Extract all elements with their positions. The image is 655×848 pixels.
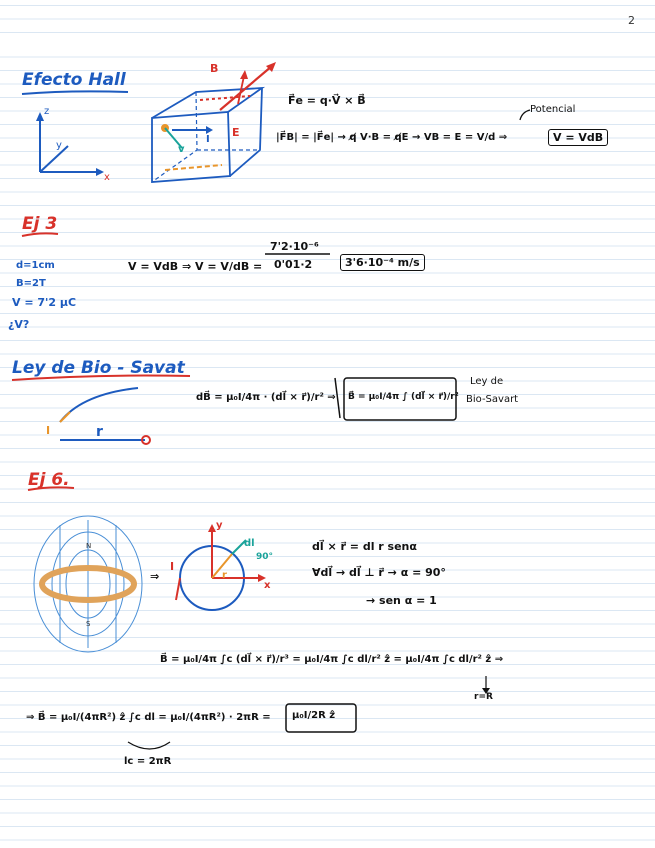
ej3-given-v: V = 7'2 μC — [12, 296, 77, 309]
b-field-arrow — [220, 66, 272, 110]
lc-brace — [128, 742, 170, 749]
section-title-ej6: Ej 6. — [28, 470, 70, 490]
efecto-hall-underline — [22, 91, 128, 94]
charge-line-bottom — [165, 165, 222, 170]
axis-label-z: z — [44, 106, 50, 117]
section-title-biot-savart: Ley de Bio - Savat — [12, 358, 185, 378]
ej3-question: ¿V? — [8, 318, 30, 331]
hall-boxed-result: V = VdB — [548, 129, 608, 146]
ej6-final-equation: ⇒ B⃗ = μ₀I/(4πR²) ẑ ∫c dl = μ₀I/(4πR²) · 2πR = — [26, 712, 271, 723]
biot-i-label: I — [46, 424, 51, 437]
circle-dl-label: dl — [244, 538, 255, 549]
ej3-answer: 3'6·10⁻⁴ m/s — [340, 254, 425, 271]
charge-line-top — [200, 96, 250, 100]
circle-r-label: r — [222, 570, 227, 581]
hall-eq1: F⃗e = q·V⃗ × B⃗ — [288, 94, 366, 107]
potencial-pointer — [520, 110, 530, 120]
ej6-r-equals-r: r=R — [474, 692, 493, 702]
ej6-main-equation: B⃗ = μ₀I/4π ∫c (dl⃗ × r⃗)/r³ = μ₀I/4π ∫c dl/r² ẑ = μ₀I/4π ∫c dl/r² ẑ ⇒ — [160, 654, 504, 665]
ej6-line2: ∀dl⃗ → dl⃗ ⊥ r⃗ → α = 90° — [312, 566, 446, 579]
circle-y-label: y — [216, 520, 223, 531]
ej6-line3: → sen α = 1 — [366, 594, 437, 607]
axis-label-x: x — [104, 172, 110, 183]
section-title-efecto-hall: Efecto Hall — [22, 70, 126, 90]
circle-x-label: x — [264, 580, 271, 591]
current-direction-arrow — [176, 578, 180, 600]
page-number: 2 — [628, 14, 635, 27]
dl-arrow — [60, 412, 70, 422]
magnetic-loop-figure — [34, 516, 142, 652]
ej6-lc: lc = 2πR — [124, 756, 172, 767]
section-title-ej3: Ej 3 — [22, 214, 58, 234]
ej3-denominator: 0'01·2 — [274, 258, 313, 271]
hall-eq2: |F⃗B| = |F⃗e| → q̸ V·B = q̸E → VB = E = V/d ⇒ — [276, 132, 508, 143]
wire-curve — [60, 388, 138, 422]
biot-r-label: r — [96, 424, 103, 440]
biot-boxed-law: B⃗ = μ₀I/4π ∫ (dl⃗ × r⃗)/r² — [348, 392, 459, 402]
ej3-numerator: 7'2·10⁻⁶ — [270, 240, 319, 253]
ej3-equation: V = VdB ⇒ V = V/dB = — [128, 260, 263, 273]
ej3-given-d: d=1cm — [16, 260, 55, 271]
biot-name-line2: Bio-Savart — [466, 394, 519, 405]
ej6-answer: μ₀I/2R ẑ — [292, 710, 336, 721]
v-label: v — [178, 144, 185, 155]
ej3-given-b: B=2T — [16, 278, 46, 289]
ej6-arrow: ⇒ — [150, 570, 160, 583]
ej6-line1: dl⃗ × r⃗ = dl r senα — [312, 540, 417, 553]
potencial-label: Potencial — [530, 104, 576, 115]
b-label: B — [210, 62, 219, 75]
axes-3d-icon — [40, 118, 100, 172]
i-label: I — [206, 134, 210, 145]
circle-i-label: I — [170, 560, 175, 573]
biot-equation: dB⃗ = μ₀I/4π · (dl⃗ × r⃗)/r² ⇒ — [196, 392, 336, 403]
axis-label-y: y — [56, 140, 62, 151]
biot-name-line1: Ley de — [470, 376, 504, 387]
pole-n-label: N — [86, 542, 92, 550]
circle-90-label: 90° — [256, 552, 274, 562]
e-label: E — [232, 126, 240, 139]
pole-s-label: S — [86, 620, 91, 628]
